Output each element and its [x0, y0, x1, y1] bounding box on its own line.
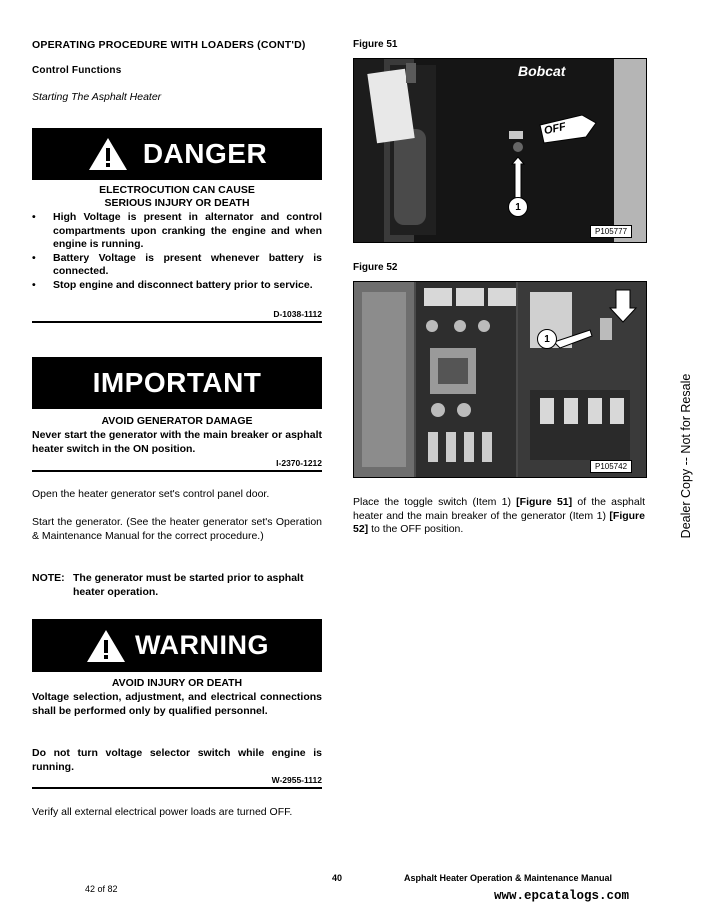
figure-51-photo	[353, 58, 647, 243]
website-link[interactable]: www.epcatalogs.com	[494, 889, 630, 903]
starting-heater-subheading: Starting The Asphalt Heater	[32, 91, 162, 103]
manual-title: Asphalt Heater Operation & Maintenance Manual	[404, 873, 613, 883]
danger-banner	[32, 128, 322, 180]
figure-52-photo	[353, 281, 647, 478]
divider	[32, 321, 322, 323]
divider	[32, 470, 322, 472]
warning-code: W-2955-1112	[271, 775, 322, 785]
warning-triangle-icon	[87, 136, 129, 172]
callout-1: 1	[508, 197, 528, 217]
danger-label: DANGER	[142, 138, 268, 169]
figure-52-label: Figure 52	[353, 262, 398, 273]
danger-bullet-list	[32, 211, 322, 292]
control-functions-heading: Control Functions	[32, 65, 122, 76]
important-code: I-2370-1212	[276, 458, 322, 468]
list-item: • Battery Voltage is present whenever battery is connected.	[32, 251, 322, 277]
paragraph-toggle-switch	[353, 496, 645, 537]
paragraph-part: to the OFF position.	[368, 523, 464, 535]
section-heading: OPERATING PROCEDURE WITH LOADERS (CONT'D)	[32, 39, 306, 51]
warning-text-2: Do not turn voltage selector switch while engine is running.	[32, 747, 322, 773]
warning-text-1: Voltage selection, adjustment, and electrical connections shall be performed only by qualified personnel.	[32, 691, 322, 717]
heater-panel-illustration	[354, 59, 646, 242]
note	[32, 572, 322, 599]
danger-code: D-1038-1112	[273, 309, 322, 319]
important-label: IMPORTANT	[92, 367, 262, 398]
paragraph-part: Place the toggle switch (Item 1)	[353, 496, 517, 508]
page-of-counter: 42 of 82	[85, 884, 118, 894]
warning-triangle-icon	[85, 628, 127, 664]
warning-label: WARNING	[135, 630, 269, 660]
paragraph-open-door: Open the heater generator set's control panel door.	[32, 488, 270, 500]
callout-1: 1	[537, 329, 557, 349]
paragraph-part: of the asphalt heater and the main breaker of the generator (Item 1)	[353, 496, 645, 522]
figure-51-reference[interactable]: [Figure 51]	[516, 496, 573, 508]
generator-panel-illustration	[354, 282, 646, 477]
dealer-copy-text: Dealer Copy -- Not for Resale	[679, 373, 693, 539]
off-label: OFF	[542, 120, 568, 138]
paragraph-verify-loads: Verify all external electrical power loads are turned OFF.	[32, 806, 293, 818]
figure-51-photo-id: P105777	[590, 225, 632, 238]
note-text: The generator must be started prior to asphalt heater operation.	[73, 572, 304, 598]
bobcat-logo-icon	[479, 59, 489, 69]
danger-title-line2: SERIOUS INJURY OR DEATH	[104, 197, 250, 209]
danger-title-line1: ELECTROCUTION CAN CAUSE	[99, 184, 255, 196]
paragraph-start-generator: Start the generator. (See the heater generator set's Operation & Maintenance Manual for the correct procedure.)	[32, 516, 322, 542]
list-item: • Stop engine and disconnect battery prior to service.	[32, 278, 313, 291]
note-label: NOTE:	[32, 572, 65, 584]
warning-title: AVOID INJURY OR DEATH	[111, 677, 243, 689]
important-text: Never start the generator with the main breaker or asphalt heater switch in the ON position.	[32, 429, 322, 455]
divider	[32, 787, 322, 789]
warning-banner	[32, 619, 322, 672]
figure-52-photo-id: P105742	[590, 460, 632, 473]
danger-title	[32, 184, 322, 210]
list-item: • High Voltage is present in alternator and control compartments upon cranking the engine and when engine is running.	[32, 211, 322, 250]
important-banner	[32, 357, 322, 409]
figure-51-label: Figure 51	[353, 39, 398, 50]
bobcat-brand-text: Bobcat	[518, 63, 566, 79]
important-title: AVOID GENERATOR DAMAGE	[101, 415, 253, 427]
figure-52-reference[interactable]: [Figure 52]	[353, 509, 645, 535]
page-number: 40	[332, 873, 343, 883]
